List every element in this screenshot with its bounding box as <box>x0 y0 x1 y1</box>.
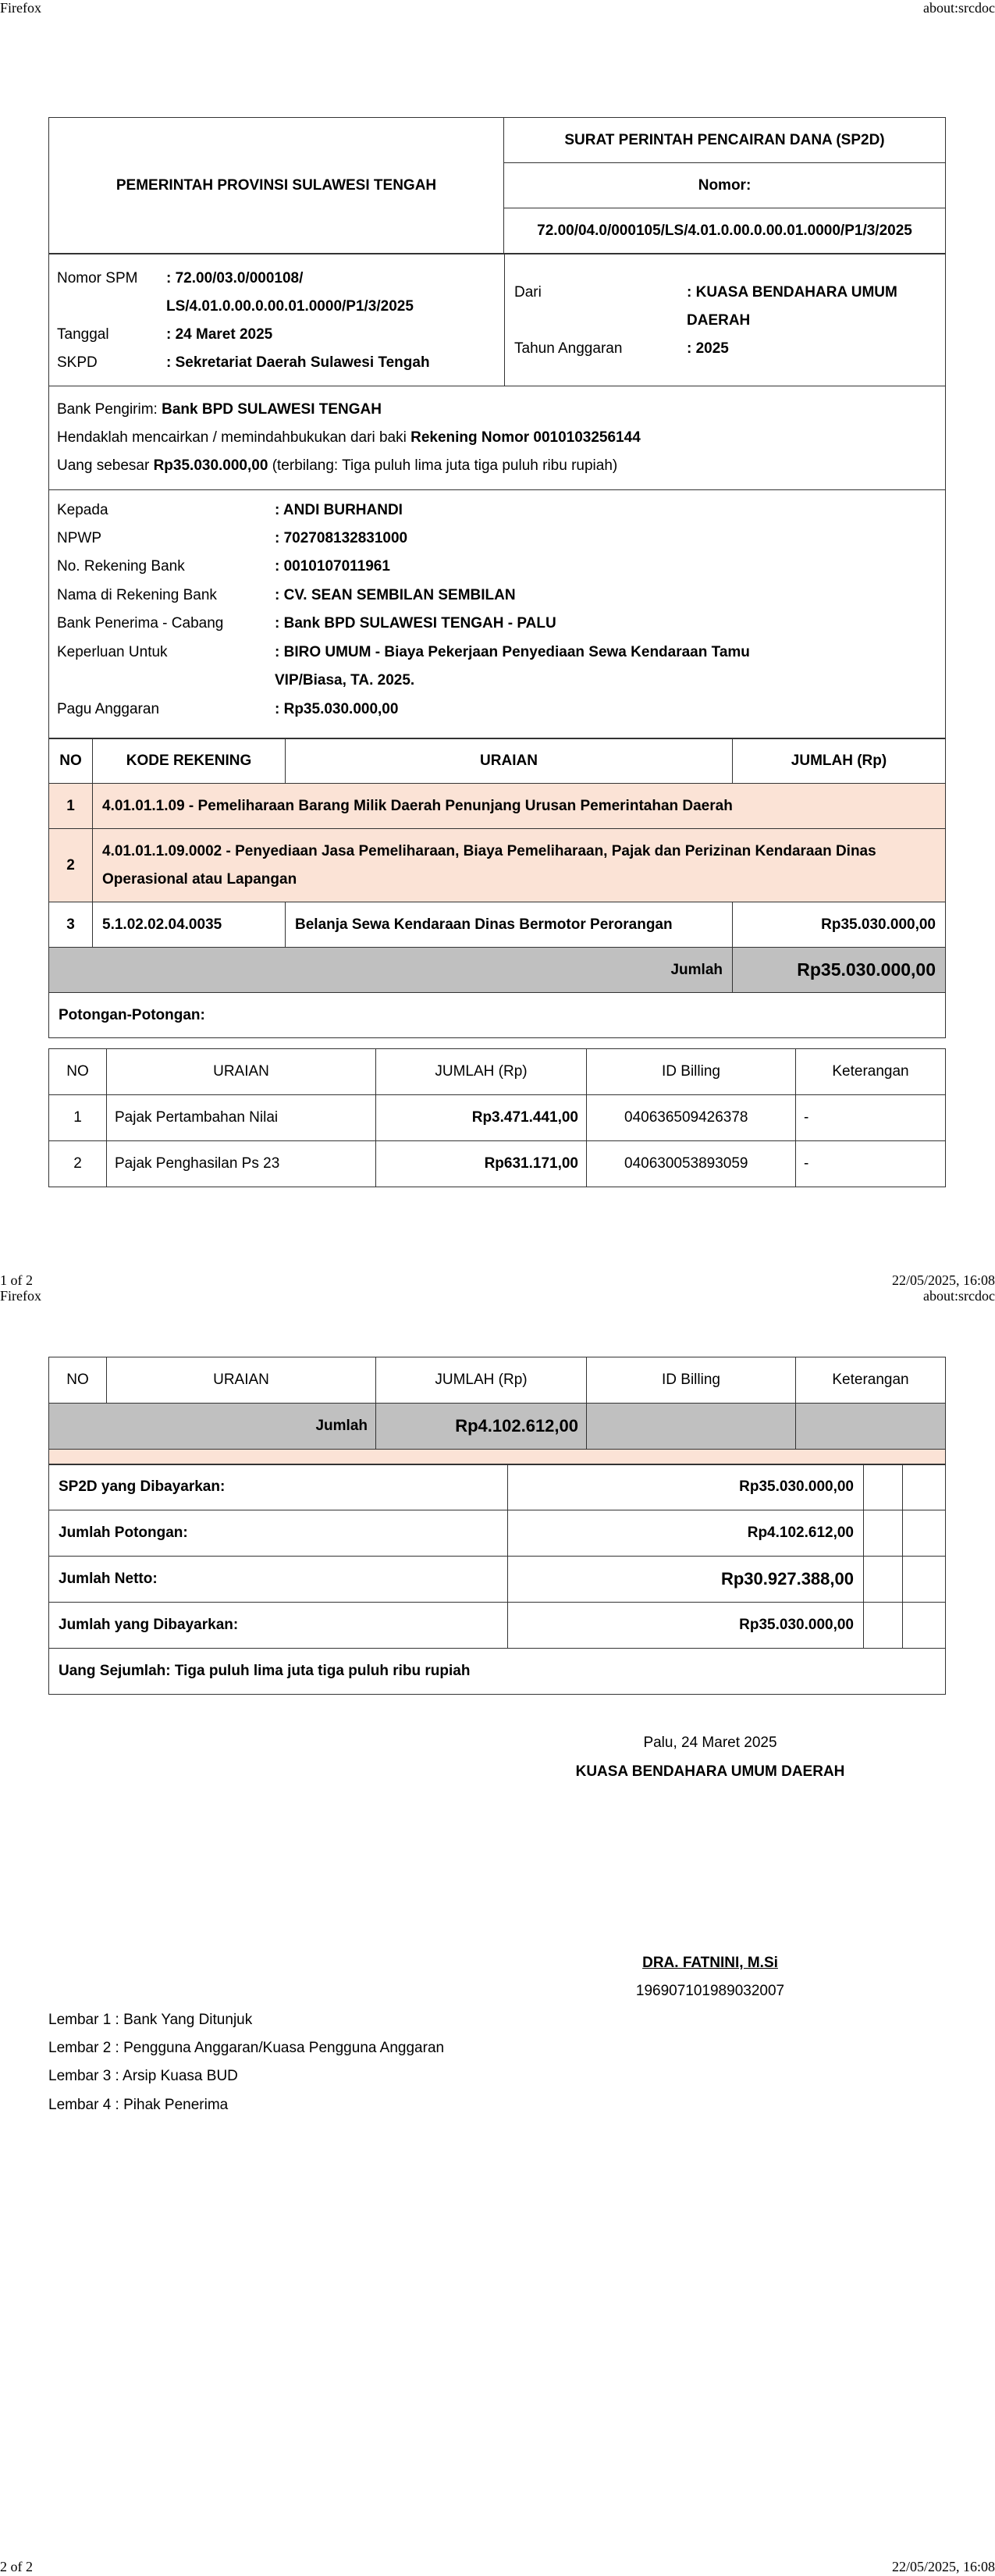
nomor-value: 72.00/04.0/000105/LS/4.01.0.00.0.00.01.0000/P1/3/2025 <box>504 208 946 254</box>
norek-value: : 0010107011961 <box>275 558 390 575</box>
nomor-spm-value-line2: LS/4.01.0.00.0.00.01.0000/P1/3/2025 <box>166 298 414 315</box>
pot-row-jumlah: Rp631.171,00 <box>376 1141 587 1187</box>
tahun-anggaran-value: : 2025 <box>687 340 729 357</box>
col-uraian-header: URAIAN <box>286 738 733 784</box>
tanggal-value: : 24 Maret 2025 <box>166 326 273 343</box>
row-kode: 5.1.02.02.04.0035 <box>93 902 286 948</box>
table-row <box>49 1510 946 1557</box>
row-uraian: Belanja Sewa Kendaraan Dinas Bermotor Perorangan <box>286 902 733 948</box>
summary-table <box>48 1464 946 1695</box>
pot-row-uraian: Pajak Pertambahan Nilai <box>107 1095 376 1141</box>
rekening-number: Rekening Nomor 0010103256144 <box>410 429 641 446</box>
row-jumlah: Rp35.030.000,00 <box>733 902 946 948</box>
browser-app-name: Firefox <box>0 0 41 16</box>
nomor-spm-value-line1: : 72.00/03.0/000108/ <box>166 270 304 286</box>
doc-title: SURAT PERINTAH PENCAIRAN DANA (SP2D) <box>504 118 946 163</box>
instruction-line <box>57 424 641 452</box>
copy-line: Lembar 1 : Bank Yang Ditunjuk <box>48 2012 253 2028</box>
signatory-nip: 196907101989032007 <box>635 1983 785 1999</box>
print-datetime: 22/05/2025, 16:08 <box>891 1272 995 1288</box>
row-no: 3 <box>49 902 93 948</box>
pot-col-no: NO <box>49 1049 107 1095</box>
skpd-label: SKPD <box>57 354 98 371</box>
jumlah-netto-label: Jumlah Netto: <box>49 1557 508 1603</box>
sp2d-dibayarkan-label: SP2D yang Dibayarkan: <box>49 1464 508 1510</box>
row-program-text: 4.01.01.1.09 - Pemeliharaan Barang Milik Daerah Penunjang Urusan Pemerintahan Daerah <box>93 784 946 829</box>
pot-row-jumlah: Rp3.471.441,00 <box>376 1095 587 1141</box>
browser-url: about:srcdoc <box>923 0 995 16</box>
row-kegiatan-text: 4.01.01.1.09.0002 - Penyediaan Jasa Pemeliharaan, Biaya Pemeliharaan, Pajak dan Perizinan Kendaraan Dinas Operasional atau Lapangan <box>93 829 946 902</box>
print-datetime: 22/05/2025, 16:08 <box>891 2559 995 2574</box>
bank-pengirim-value: Bank BPD SULAWESI TENGAH <box>162 401 382 418</box>
pot-col-no: NO <box>49 1357 107 1404</box>
empty-cell <box>903 1510 946 1557</box>
pot-col-keterangan: Keterangan <box>796 1357 946 1404</box>
keperluan-value-line1: : BIRO UMUM - Biaya Pekerjaan Penyediaan Sewa Kendaraan Tamu <box>275 644 750 660</box>
pot-col-uraian: URAIAN <box>107 1049 376 1095</box>
table-row <box>49 1141 946 1187</box>
pot-col-keterangan: Keterangan <box>796 1049 946 1095</box>
items-total-label: Jumlah <box>49 948 733 993</box>
table-row <box>49 829 946 902</box>
jumlah-potongan-value: Rp4.102.612,00 <box>508 1510 864 1557</box>
amount-line <box>57 452 617 480</box>
pagu-anggaran-label: Pagu Anggaran <box>57 701 160 717</box>
col-kode-header: KODE REKENING <box>93 738 286 784</box>
empty-cell <box>864 1603 903 1649</box>
potongan-table-continued <box>48 1357 946 1465</box>
page-number: 2 of 2 <box>0 2559 33 2574</box>
print-header-page1 <box>0 0 995 17</box>
dari-value-line2: DAERAH <box>687 312 751 329</box>
bank-pengirim-line <box>57 396 382 424</box>
government-name: PEMERINTAH PROVINSI SULAWESI TENGAH <box>49 118 504 254</box>
tanggal-label: Tanggal <box>57 326 109 343</box>
keperluan-label: Keperluan Untuk <box>57 644 168 660</box>
uang-sejumlah: Uang Sejumlah: Tiga puluh lima juta tiga puluh ribu rupiah <box>49 1649 946 1695</box>
empty-cell <box>903 1557 946 1603</box>
signature-place-date: Palu, 24 Maret 2025 <box>643 1735 777 1751</box>
items-total-row <box>49 948 946 993</box>
npwp-label: NPWP <box>57 530 101 546</box>
nama-rekening-label: Nama di Rekening Bank <box>57 587 217 603</box>
instruction-text: Hendaklah mencairkan / memindahbukukan dari baki <box>57 429 411 446</box>
signatory-name: DRA. FATNINI, M.Si <box>642 1955 778 1971</box>
nomor-label: Nomor: <box>504 163 946 208</box>
norek-label: No. Rekening Bank <box>57 558 185 575</box>
nomor-spm-label: Nomor SPM <box>57 270 138 286</box>
kepada-value: : ANDI BURHANDI <box>275 502 403 518</box>
table-row <box>49 1464 946 1510</box>
table-row <box>49 1095 946 1141</box>
amount-terbilang: (terbilang: Tiga puluh lima juta tiga puluh ribu rupiah) <box>268 457 618 474</box>
signature-title: KUASA BENDAHARA UMUM DAERAH <box>575 1763 845 1780</box>
pot-row-billing: 040630053893059 <box>587 1141 796 1187</box>
potongan-title: Potongan-Potongan: <box>49 993 946 1038</box>
table-row <box>49 784 946 829</box>
bank-penerima-value: : Bank BPD SULAWESI TENGAH - PALU <box>275 615 556 632</box>
potongan-total-row <box>49 1404 946 1450</box>
pot-col-uraian: URAIAN <box>107 1357 376 1404</box>
dari-value-line1: : KUASA BENDAHARA UMUM <box>687 284 897 301</box>
empty-cell <box>587 1404 796 1450</box>
bank-penerima-label: Bank Penerima - Cabang <box>57 615 224 632</box>
browser-url: about:srcdoc <box>923 1288 995 1304</box>
pagu-anggaran-value: : Rp35.030.000,00 <box>275 701 399 717</box>
tahun-anggaran-label: Tahun Anggaran <box>514 340 623 357</box>
potongan-total-value: Rp4.102.612,00 <box>376 1404 587 1450</box>
potongan-table <box>48 1048 946 1187</box>
items-total-value: Rp35.030.000,00 <box>733 948 946 993</box>
nama-rekening-value: : CV. SEAN SEMBILAN SEMBILAN <box>275 587 516 603</box>
empty-cell <box>903 1464 946 1510</box>
print-footer-page1 <box>0 1272 995 1290</box>
pot-row-keterangan: - <box>796 1141 946 1187</box>
table-row <box>49 1557 946 1603</box>
jumlah-dibayarkan-value: Rp35.030.000,00 <box>508 1603 864 1649</box>
table-row <box>49 1603 946 1649</box>
pot-row-billing: 040636509426378 <box>587 1095 796 1141</box>
spacer-row <box>49 1450 946 1465</box>
jumlah-potongan-label: Jumlah Potongan: <box>49 1510 508 1557</box>
pot-col-billing: ID Billing <box>587 1049 796 1095</box>
keperluan-value-line2: VIP/Biasa, TA. 2025. <box>275 672 415 688</box>
row-no: 1 <box>49 784 93 829</box>
pot-row-no: 1 <box>49 1095 107 1141</box>
kepada-label: Kepada <box>57 502 108 518</box>
page-number: 1 of 2 <box>0 1272 33 1288</box>
potongan-total-label: Jumlah <box>49 1404 376 1450</box>
pot-row-no: 2 <box>49 1141 107 1187</box>
copy-line: Lembar 2 : Pengguna Anggaran/Kuasa Pengguna Anggaran <box>48 2040 445 2056</box>
empty-cell <box>864 1464 903 1510</box>
sp2d-dibayarkan-value: Rp35.030.000,00 <box>508 1464 864 1510</box>
print-footer-page2 <box>0 2559 995 2576</box>
sp2d-header-table <box>48 117 946 254</box>
rekening-items-table <box>48 738 946 1038</box>
npwp-value: : 702708132831000 <box>275 530 408 546</box>
row-no: 2 <box>49 829 93 902</box>
col-no-header: NO <box>49 738 93 784</box>
jumlah-netto-value: Rp30.927.388,00 <box>508 1557 864 1603</box>
empty-cell <box>864 1557 903 1603</box>
amount-prefix: Uang sebesar <box>57 457 154 474</box>
jumlah-dibayarkan-label: Jumlah yang Dibayarkan: <box>49 1603 508 1649</box>
bank-pengirim-label: Bank Pengirim: <box>57 401 162 418</box>
print-header-page2 <box>0 1288 995 1305</box>
pot-row-uraian: Pajak Penghasilan Ps 23 <box>107 1141 376 1187</box>
empty-cell <box>864 1510 903 1557</box>
col-jumlah-header: JUMLAH (Rp) <box>733 738 946 784</box>
skpd-value: : Sekretariat Daerah Sulawesi Tengah <box>166 354 430 371</box>
amount-value: Rp35.030.000,00 <box>153 457 268 474</box>
empty-cell <box>796 1404 946 1450</box>
pot-col-billing: ID Billing <box>587 1357 796 1404</box>
empty-cell <box>903 1603 946 1649</box>
copy-line: Lembar 3 : Arsip Kuasa BUD <box>48 2068 238 2084</box>
copy-line: Lembar 4 : Pihak Penerima <box>48 2097 229 2113</box>
pot-row-keterangan: - <box>796 1095 946 1141</box>
pot-col-jumlah: JUMLAH (Rp) <box>376 1357 587 1404</box>
table-row <box>49 902 946 948</box>
browser-app-name: Firefox <box>0 1288 41 1304</box>
pot-col-jumlah: JUMLAH (Rp) <box>376 1049 587 1095</box>
dari-label: Dari <box>514 284 542 301</box>
